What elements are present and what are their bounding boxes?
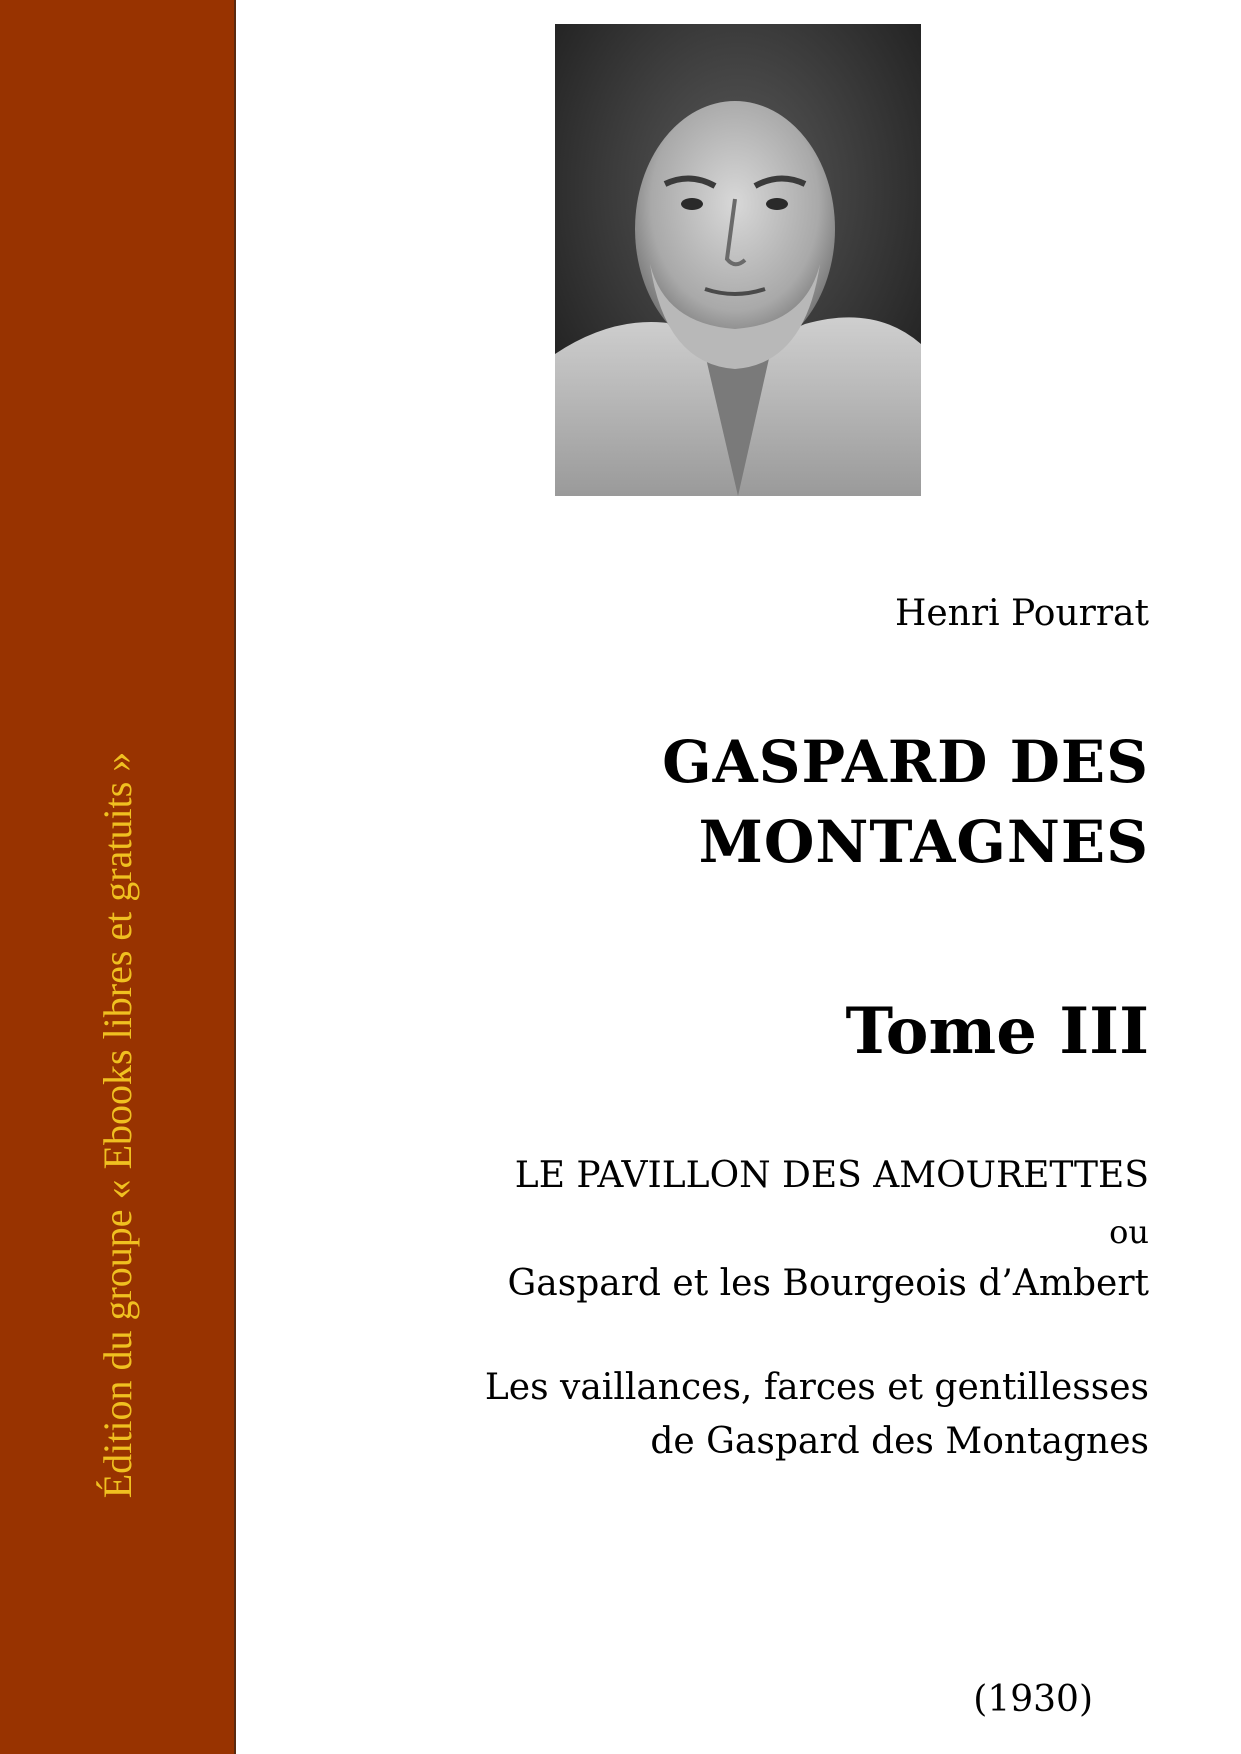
subtitle-line-2: ou (1109, 1213, 1149, 1251)
description-line-2: de Gaspard des Montagnes (650, 1421, 1149, 1462)
book-title (662, 722, 1149, 882)
author-portrait-icon (555, 24, 921, 496)
subtitle-line-3: Gaspard et les Bourgeois d’Ambert (507, 1263, 1149, 1304)
publisher-spine-text: Édition du groupe « Ebooks libres et gratuits » (95, 751, 140, 1499)
book-title-line-2: MONTAGNES (698, 808, 1149, 876)
publication-year: (1930) (973, 1679, 1093, 1720)
description-line-1: Les vaillances, farces et gentillesses (484, 1367, 1149, 1408)
author-portrait (555, 24, 921, 496)
subtitle-line-1: LE PAVILLON DES AMOURETTES (514, 1155, 1149, 1196)
author-name: Henri Pourrat (894, 593, 1149, 634)
volume-label: Tome III (845, 994, 1149, 1069)
book-title-line-1: GASPARD DES (662, 728, 1149, 796)
cover-spine (0, 0, 236, 1754)
